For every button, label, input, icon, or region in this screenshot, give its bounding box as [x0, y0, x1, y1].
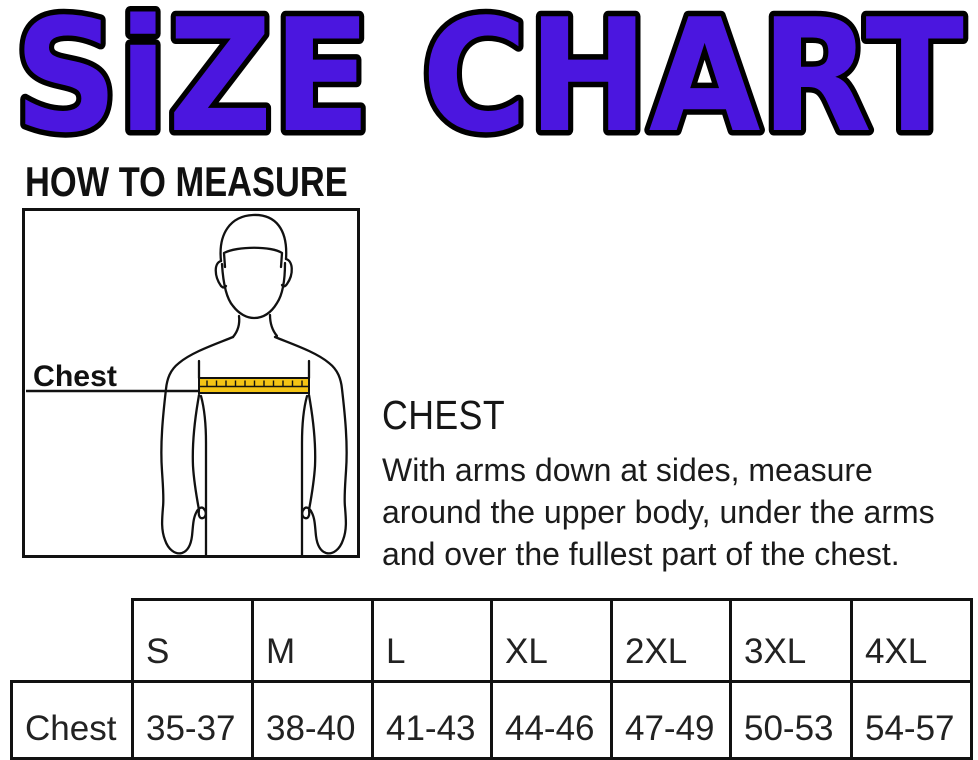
figure-neck-left	[233, 316, 239, 337]
table-corner-cell	[12, 600, 133, 682]
figure-hairline	[224, 248, 282, 267]
size-column-header-xl: XL	[492, 600, 612, 682]
page-title: SiZE CHART	[14, 0, 964, 152]
chest-instructions-heading: CHEST	[382, 392, 506, 438]
chest-callout-label: Chest	[33, 360, 117, 393]
size-column-header-3xl: 3XL	[731, 600, 852, 682]
chest-instructions-text	[382, 449, 935, 575]
size-column-header-2xl: 2XL	[612, 600, 731, 682]
size-table	[10, 598, 973, 760]
measurement-diagram-box	[22, 208, 360, 558]
figure-right-arm	[275, 337, 347, 553]
figure-torso-left	[201, 396, 206, 555]
figure-neck-right	[270, 315, 277, 336]
chest-measurement-row	[12, 682, 972, 759]
size-chart-title-art	[0, 0, 978, 152]
size-table-header-row	[12, 600, 972, 682]
figure-face-outline	[222, 263, 285, 318]
figure-torso-right	[302, 396, 307, 555]
figure-left-arm	[161, 337, 233, 553]
instruction-line-3: and over the fullest part of the chest.	[382, 536, 900, 572]
chest-range-2xl: 47-49	[612, 682, 731, 759]
chest-range-xl: 44-46	[492, 682, 612, 759]
chest-range-3xl: 50-53	[731, 682, 852, 759]
body-figure-drawing	[25, 211, 357, 555]
instruction-line-1: With arms down at sides, measure	[382, 452, 873, 488]
instruction-line-2: around the upper body, under the arms	[382, 494, 935, 530]
size-column-header-s: S	[133, 600, 253, 682]
chest-range-s: 35-37	[133, 682, 253, 759]
size-column-header-l: L	[373, 600, 492, 682]
chest-range-4xl: 54-57	[852, 682, 972, 759]
row-label-cell: Chest	[12, 682, 133, 759]
chest-range-l: 41-43	[373, 682, 492, 759]
how-to-measure-heading: HOW TO MEASURE	[25, 158, 348, 205]
chest-range-m: 38-40	[253, 682, 373, 759]
tape-measure	[199, 378, 309, 393]
figure-head-outline	[221, 215, 287, 261]
size-column-header-4xl: 4XL	[852, 600, 972, 682]
size-column-header-m: M	[253, 600, 373, 682]
